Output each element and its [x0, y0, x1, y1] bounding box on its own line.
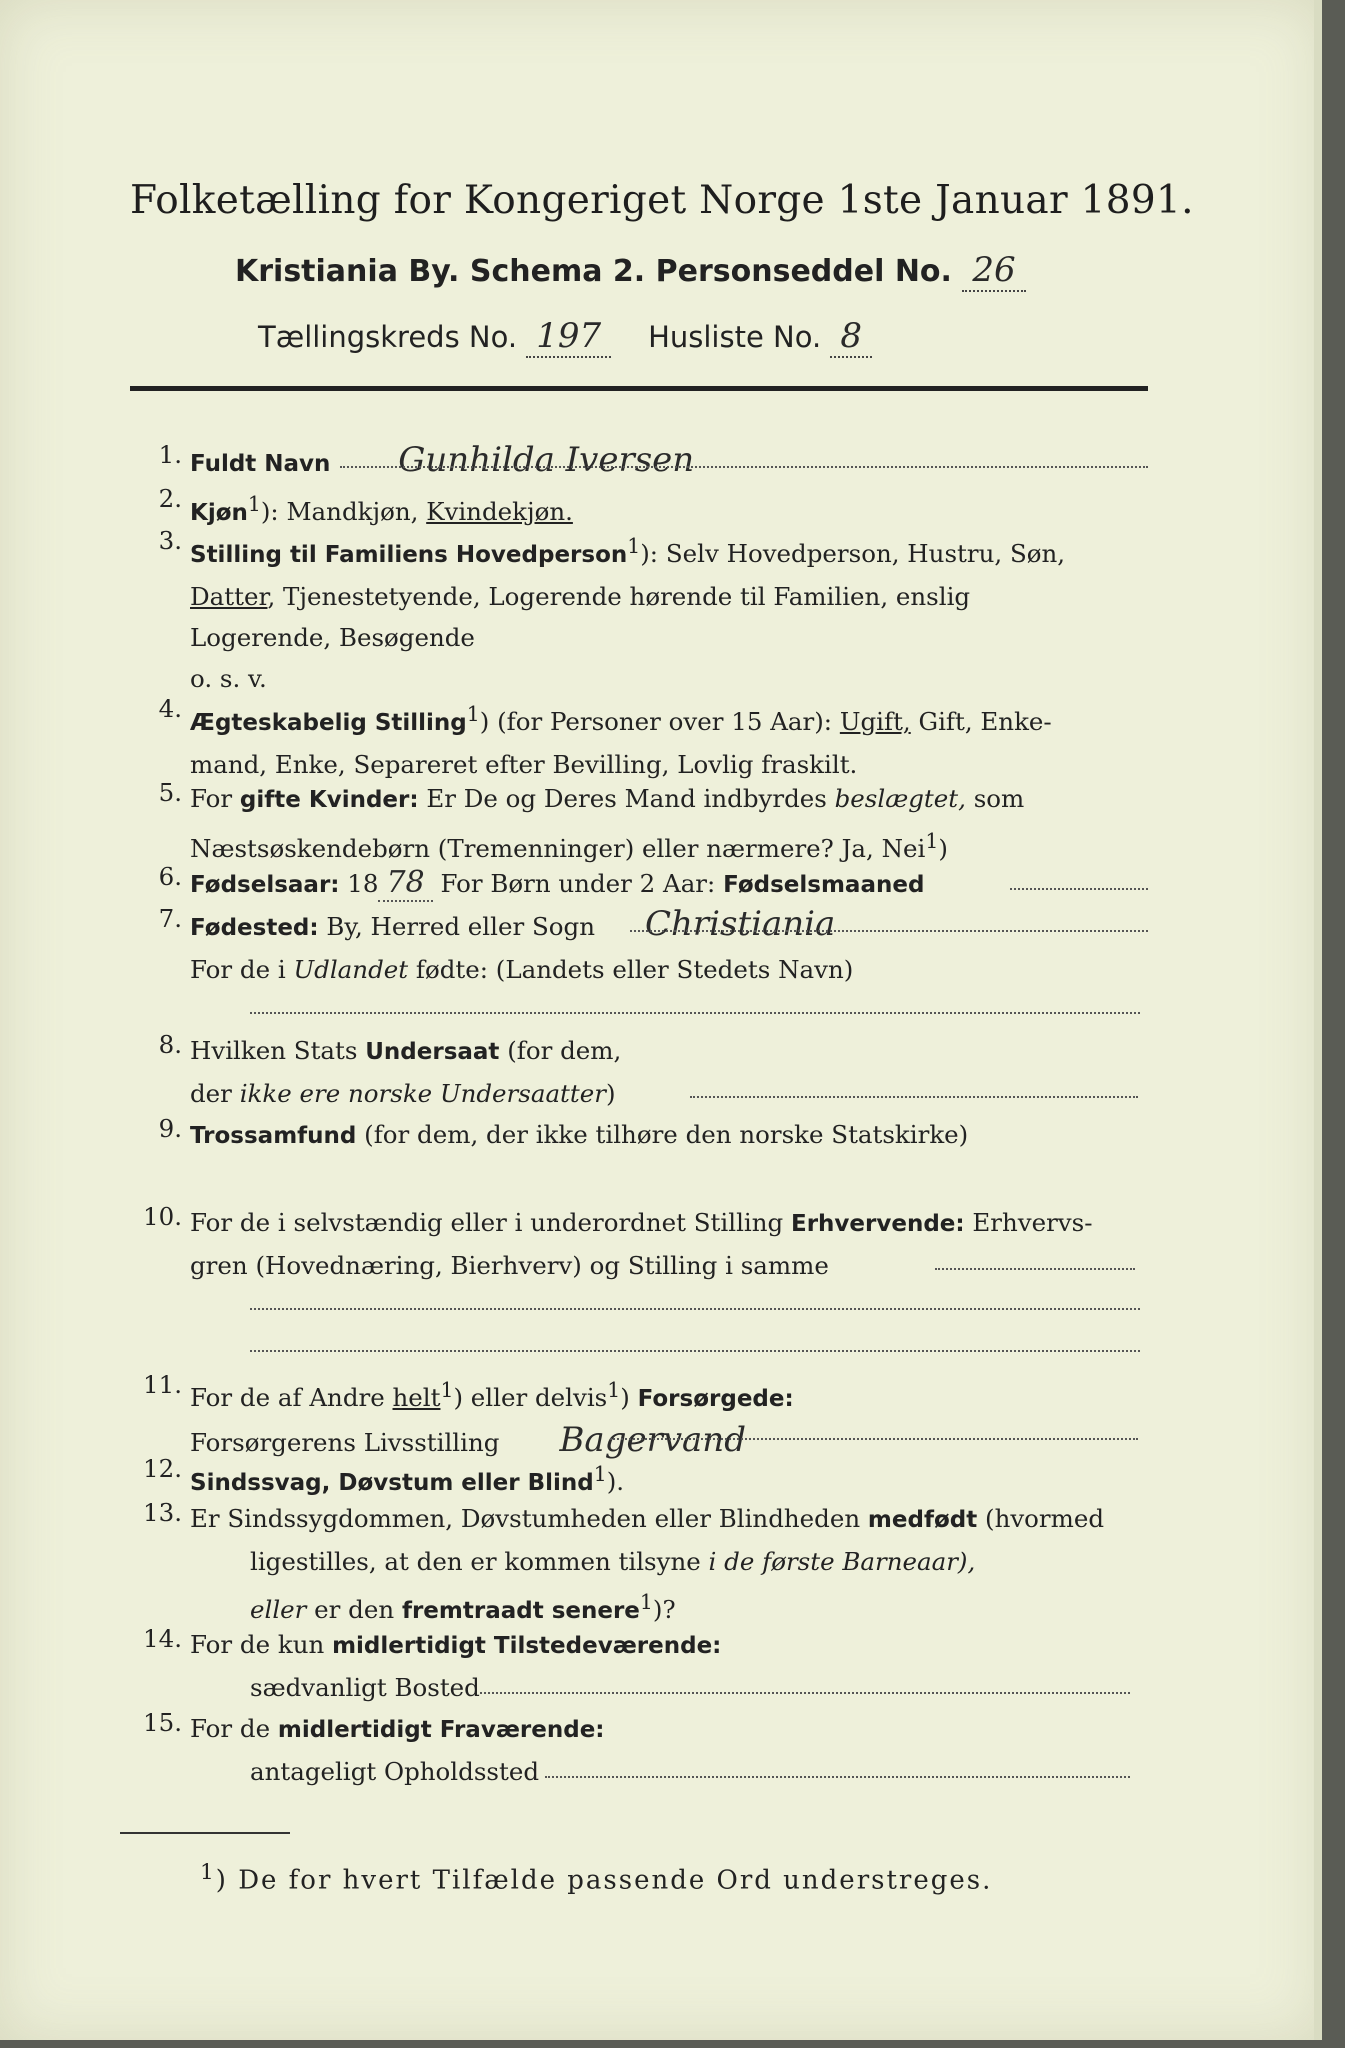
form-subtitle: [235, 250, 1026, 292]
dependents-text: ) eller delvis: [453, 1383, 608, 1413]
marital-status-text: ) (for Personer over 15 Aar):: [479, 707, 840, 737]
footnote-ref: 1: [466, 702, 480, 726]
item-number: 10.: [143, 1202, 182, 1231]
citizenship-pre-2: der: [190, 1079, 240, 1108]
item-number: 12.: [143, 1454, 182, 1483]
probable-residence-label: antageligt Opholdssted: [250, 1757, 539, 1786]
dependents-label: Forsørgede:: [637, 1386, 794, 1413]
birthplace-text: By, Herred eller Sogn: [318, 912, 595, 941]
marital-status-options: Gift, Enke-: [910, 707, 1052, 737]
onset-pre: Er Sindssygdommen, Døvstumheden eller Blindheden: [190, 1504, 868, 1533]
marital-status-selected: Ugift,: [839, 707, 911, 737]
sex-options: ): Mandkjøn,: [260, 497, 427, 527]
married-women-text-2: som: [965, 784, 1025, 813]
married-women-pre: For: [190, 784, 240, 813]
temp-present-label: midlertidigt Tilstedeværende:: [332, 1633, 722, 1659]
dependents-close: ): [620, 1383, 638, 1413]
item-number: 13.: [143, 1498, 182, 1527]
occupation-label: Erhvervende:: [791, 1211, 965, 1237]
footnote-ref: 1: [925, 829, 939, 853]
disability-label: Sindssvag, Døvstum eller Blind: [190, 1470, 594, 1497]
husliste-number: 8: [830, 316, 872, 358]
onset-text-2: ligestilles, at den er kommen tilsyne: [250, 1547, 709, 1576]
occupation-dotline-2: [250, 1308, 1140, 1310]
birthplace-label: Fødested:: [190, 915, 319, 941]
usual-residence-label: sædvanligt Bosted: [250, 1673, 480, 1702]
married-women-text: Er De og Deres Mand indbyrdes: [418, 784, 835, 813]
citizenship-italic: ikke ere norske Undersaatter: [239, 1079, 606, 1108]
occupation-pre: For de i selvstændig eller i underordnet Stilling: [190, 1208, 791, 1237]
abroad-pre: For de i: [190, 955, 294, 984]
item-number: 1.: [158, 440, 182, 469]
birth-year-century: 18: [339, 869, 379, 898]
abroad-dotline: [250, 1012, 1140, 1014]
onset-italic: i de første Barneaar),: [708, 1547, 976, 1576]
disability-close: ).: [606, 1467, 625, 1497]
citizenship-dotline: [690, 1096, 1138, 1098]
full-name-value: Gunhilda Iversen: [398, 440, 695, 480]
onset-close: )?: [652, 1595, 676, 1625]
husliste-label: Husliste No.: [648, 320, 822, 354]
occupation-dotline-3: [250, 1350, 1140, 1352]
item-number: 8.: [158, 1030, 182, 1059]
form-title: Folketælling for Kongeriget Norge 1ste Januar 1891.: [130, 178, 1194, 223]
item-number: 4.: [158, 694, 182, 723]
religion-label: Trossamfund: [190, 1123, 357, 1149]
footnote-rule: [120, 1832, 290, 1834]
subtitle-text: Kristiania By. Schema 2. Personseddel No.: [235, 254, 952, 289]
married-women-italic: beslægtet,: [834, 784, 966, 813]
temp-absent-label: midlertidigt Fraværende:: [277, 1717, 605, 1743]
occupation-text: Erhvervs-: [964, 1208, 1093, 1237]
birth-year-value: 78: [378, 865, 432, 902]
marital-status-options-2: mand, Enke, Separeret efter Bevilling, Lovlig fraskilt.: [190, 750, 858, 780]
dependents-selected: helt: [392, 1383, 441, 1413]
birthplace-dotline: [630, 930, 1148, 932]
kreds-number: 197: [526, 316, 611, 358]
footnote-marker: 1: [200, 1860, 216, 1885]
header-rule: [130, 386, 1148, 391]
citizenship-close: ): [605, 1079, 616, 1108]
item-number: 5.: [158, 778, 182, 807]
birth-month-text: For Børn under 2 Aar:: [432, 869, 724, 898]
footnote-ref: 1: [607, 1378, 621, 1402]
item-number: 15.: [143, 1708, 182, 1737]
citizenship-pre: Hvilken Stats: [190, 1036, 366, 1065]
onset-text-3: er den: [306, 1595, 402, 1625]
provider-occupation-label: Forsørgerens Livsstilling: [190, 1428, 500, 1458]
onset-label-2: fremtraadt senere: [401, 1598, 640, 1625]
item-number: 6.: [158, 862, 182, 891]
probable-residence-dotline: [545, 1776, 1130, 1778]
family-position-osv: o. s. v.: [190, 664, 267, 694]
census-form-page: Folketælling for Kongeriget Norge 1ste Januar 1891. Kristiania By. Schema 2. Personseddel No. 26 Tællingskreds No. 197 Husliste No. 8 1. Fuldt Navn Gunhilda Iversen 2. Kjøn$^1$): Mandkjøn, Kvindekjøn. 3. Stilling til Familiens Hovedperson$^1$): Selv Hovedperson, Hustru, Søn, Datter, Tjenestetyende, Logerende hørende til Familien, enslig Logerende, Besøgende o. s. v. 4. Ægteskabelig Stilling$^1$) (for Personer over 15 Aar): Ugift, Gift, Enke- mand, Enke, Separeret efter Bevilling, Lovlig fraskilt. 5. For gifte Kvinder: Er De og Deres Mand indbyrdes beslægtet, som Næstsøskendebørn (Tremenninger) eller nærmere? Ja, Nei$^1$) 6. Fødselsaar: 18 78 For Børn under 2 Aar: Fødselsmaaned 7. Fødested: By, Herred eller Sogn Christiania For de i Udlandet fødte: (Landets eller Stedets Navn) 8. Hvilken Stats Undersaat (for dem, der ikke ere norske Undersaatter) 9. Trossamfund (for dem, der ikke tilhøre den norske Statskirke) 10. For de i selvstændig eller i underordnet Stilling Erhvervende: Erhvervs- gren (Hovednæring, Bierhverv) og Stilling i samme 11. For de af Andre helt$^1$) eller delvis$^1$) Forsørgede: Forsørgerens Livsstilling Bagervand 12. Sindssvag, Døvstum eller Blind$^1$). 13. Er Sindssygdommen, Døvstumheden eller Blindheden medfødt (hvormed ligestilles, at den er kommen tilsyne i de første Barneaar), eller er den fremtraadt senere$^1$)? 14. For de kun midlertidigt Tilstedeværende: sædvanligt Bosted 15. For de midlertidigt Fraværende: antageligt Opholdssted $^1$) De for hvert Tilfælde passende Ord understreges.: [0, 0, 1322, 2040]
birth-year-label: Fødselsaar:: [190, 872, 340, 898]
family-position-label: Stilling til Familiens Hovedperson: [190, 542, 628, 569]
onset-text: (hvormed: [977, 1504, 1105, 1533]
family-position-selected: Datter: [190, 582, 268, 612]
birthplace-value: Christiania: [644, 904, 836, 944]
married-women-label: gifte Kvinder:: [239, 787, 419, 813]
item-number: 3.: [158, 526, 182, 555]
married-women-question: Næstsøskendebørn (Tremenninger) eller nærmere? Ja, Nei: [190, 834, 926, 864]
item-number: 11.: [143, 1370, 182, 1399]
footnote-ref: 1: [440, 1378, 454, 1402]
onset-italic-2: eller: [250, 1595, 307, 1625]
item-number: 7.: [158, 904, 182, 933]
item-number: 9.: [158, 1114, 182, 1143]
temp-absent-pre: For de: [190, 1714, 278, 1743]
dependents-pre: For de af Andre: [190, 1383, 393, 1413]
occupation-text-2: gren (Hovednæring, Bierhverv) og Stilling i samme: [190, 1251, 829, 1280]
provider-occupation-value: Bagervand: [559, 1420, 746, 1461]
citizenship-label: Undersaat: [365, 1039, 500, 1065]
religion-text: (for dem, der ikke tilhøre den norske Statskirke): [356, 1120, 969, 1149]
full-name-label: Fuldt Navn: [190, 451, 331, 477]
onset-label: medfødt: [867, 1507, 978, 1533]
family-position-options: ): Selv Hovedperson, Hustru, Søn,: [640, 539, 1066, 569]
usual-residence-dotline: [480, 1692, 1130, 1694]
birth-month-label: Fødselsmaaned: [723, 872, 925, 898]
full-name-dotline: [340, 466, 1148, 468]
kreds-label: Tællingskreds No.: [258, 320, 518, 354]
item-number: 14.: [143, 1624, 182, 1653]
citizenship-text: (for dem,: [499, 1036, 622, 1065]
sex-label: Kjøn: [190, 500, 248, 527]
family-position-options-3: Logerende, Besøgende: [190, 623, 475, 653]
sex-selected: Kvindekjøn.: [426, 497, 573, 527]
footnote-ref: 1: [627, 534, 641, 558]
marital-status-label: Ægteskabelig Stilling: [190, 710, 467, 737]
abroad-text: fødte: (Landets eller Stedets Navn): [408, 955, 854, 984]
footnote-ref: 1: [593, 1462, 607, 1486]
birth-month-dotline: [1010, 888, 1148, 890]
footnote-ref: 1: [247, 492, 261, 516]
footnote-text: ) De for hvert Tilfælde passende Ord understreges.: [215, 1865, 993, 1896]
kreds-line: [258, 316, 872, 358]
footnote-ref: 1: [639, 1590, 653, 1614]
occupation-dotline-1: [935, 1268, 1135, 1270]
abroad-italic: Udlandet: [293, 955, 409, 984]
item-number: 2.: [158, 484, 182, 513]
footnote: [200, 1860, 992, 1896]
family-position-options-2: , Tjenestetyende, Logerende hørende til Familien, enslig: [267, 582, 971, 612]
personseddel-number: 26: [962, 250, 1025, 292]
temp-present-pre: For de kun: [190, 1630, 333, 1659]
provider-dotline: [610, 1438, 1138, 1440]
